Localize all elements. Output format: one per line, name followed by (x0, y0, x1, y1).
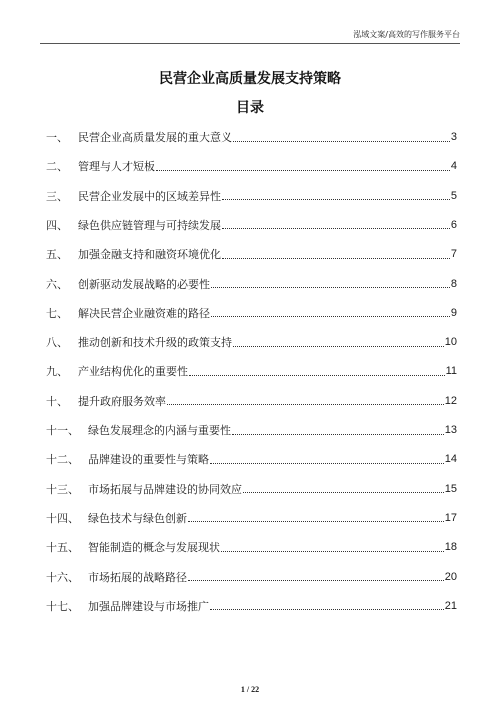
toc-entry-label: 市场拓展与品牌建设的协同效应 (88, 482, 242, 496)
toc-entry-page: 8 (450, 277, 457, 290)
toc-entry-page: 18 (444, 541, 457, 554)
toc-entry-label: 绿色供应链管理与可持续发展 (78, 218, 221, 232)
toc-entry-page: 14 (444, 453, 457, 466)
toc-entry-page: 12 (444, 394, 457, 407)
toc-dot-leader (210, 463, 444, 464)
toc-entry-label: 智能制造的概念与发展现状 (88, 541, 220, 555)
toc-entry-number: 三、 (46, 189, 68, 203)
toc-entry[interactable] (46, 390, 457, 412)
toc-entry-page: 5 (450, 189, 457, 202)
toc-dot-leader (211, 287, 450, 288)
toc-entry-label: 品牌建设的重要性与策略 (88, 453, 209, 467)
toc-entry-label: 产业结构优化的重要性 (78, 365, 188, 379)
toc-dot-leader (222, 199, 450, 200)
toc-dot-leader (167, 404, 444, 405)
toc-entry-number: 十四、 (46, 511, 79, 525)
toc-entry[interactable] (46, 536, 457, 558)
toc-entry-number: 五、 (46, 248, 68, 262)
header-brand-text: 泓域文案/高效的写作服务平台 (353, 30, 460, 39)
toc-entry-number: 十一、 (46, 424, 79, 437)
toc-entry-number: 十三、 (46, 482, 79, 496)
toc-entry-page: 4 (450, 160, 457, 173)
toc-entry[interactable] (46, 214, 457, 236)
toc-entry[interactable] (46, 448, 457, 470)
toc-dot-leader (222, 228, 450, 229)
toc-dot-leader (222, 258, 450, 259)
toc-entry-page: 9 (450, 306, 457, 319)
toc-entry-label: 推动创新和技术升级的政策支持 (78, 336, 232, 350)
toc-entry-page: 20 (444, 570, 457, 583)
toc-entry[interactable] (46, 360, 457, 382)
toc-entry-number: 九、 (46, 365, 68, 379)
header-divider (40, 43, 460, 44)
toc-entry-label: 管理与人才短板 (78, 160, 155, 174)
toc-dot-leader (156, 170, 450, 171)
toc-dot-leader (221, 551, 444, 552)
toc-entry-number: 四、 (46, 218, 68, 232)
toc-dot-leader (233, 346, 444, 347)
toc-entry-page: 10 (444, 336, 457, 349)
toc-dot-leader (188, 580, 444, 581)
toc-entry[interactable] (46, 331, 457, 353)
toc-dot-leader (233, 141, 450, 142)
toc-entry-number: 八、 (46, 336, 68, 350)
toc-entry-number: 六、 (46, 277, 68, 291)
document-title: 民营企业高质量发展支持策略 (159, 71, 341, 87)
toc-entry-page: 7 (450, 248, 457, 261)
toc-entry[interactable] (46, 595, 457, 617)
toc-dot-leader (188, 521, 444, 522)
toc-entry[interactable] (46, 243, 457, 265)
toc-entry[interactable] (46, 566, 457, 588)
toc-entry-number: 十七、 (46, 599, 79, 613)
toc-entry-label: 民营企业发展中的区域差异性 (78, 189, 221, 203)
toc-entry-page: 13 (444, 424, 457, 436)
toc-entry[interactable] (46, 419, 457, 441)
toc-entry[interactable] (46, 273, 457, 295)
toc-entry-number: 十、 (46, 394, 68, 408)
toc-entry-label: 提升政府服务效率 (78, 394, 166, 408)
toc-entry-label: 绿色技术与绿色创新 (88, 511, 187, 525)
toc-entry-number: 十二、 (46, 453, 79, 467)
toc-entry-label: 解决民营企业融资难的路径 (78, 306, 210, 320)
toc-dot-leader (189, 375, 445, 376)
toc-entry[interactable] (46, 302, 457, 324)
toc-entry-page: 6 (450, 218, 457, 231)
toc-entry-number: 二、 (46, 160, 68, 174)
toc-entry[interactable] (46, 478, 457, 500)
page-number-indicator: 1 / 22 (240, 685, 260, 694)
toc-entry-page: 21 (444, 599, 457, 612)
toc-entry-label: 创新驱动发展战略的必要性 (78, 277, 210, 291)
toc-heading: 目录 (236, 100, 264, 116)
toc-entry-label: 绿色发展理念的内涵与重要性 (88, 424, 231, 437)
toc-entry-page: 15 (444, 482, 457, 495)
toc-entry-label: 加强品牌建设与市场推广 (88, 599, 209, 613)
toc-dot-leader (210, 609, 444, 610)
toc-entry-number: 一、 (46, 131, 68, 144)
toc-dot-leader (243, 492, 444, 493)
toc-entry-page: 11 (445, 365, 457, 378)
toc-entry-label: 加强金融支持和融资环境优化 (78, 248, 221, 262)
toc-entry-page: 3 (450, 131, 457, 143)
toc-entry-label: 民营企业高质量发展的重大意义 (78, 131, 232, 144)
toc-entry[interactable] (46, 126, 457, 148)
toc-entry-page: 17 (444, 511, 457, 524)
toc-entry[interactable] (46, 155, 457, 177)
toc-dot-leader (211, 316, 450, 317)
toc-entry[interactable] (46, 185, 457, 207)
toc-dot-leader (232, 434, 444, 435)
toc-entry-number: 十六、 (46, 570, 79, 584)
toc-entry[interactable] (46, 507, 457, 529)
toc-entry-number: 十五、 (46, 541, 79, 555)
toc-entry-number: 七、 (46, 306, 68, 320)
toc-entry-label: 市场拓展的战略路径 (88, 570, 187, 584)
